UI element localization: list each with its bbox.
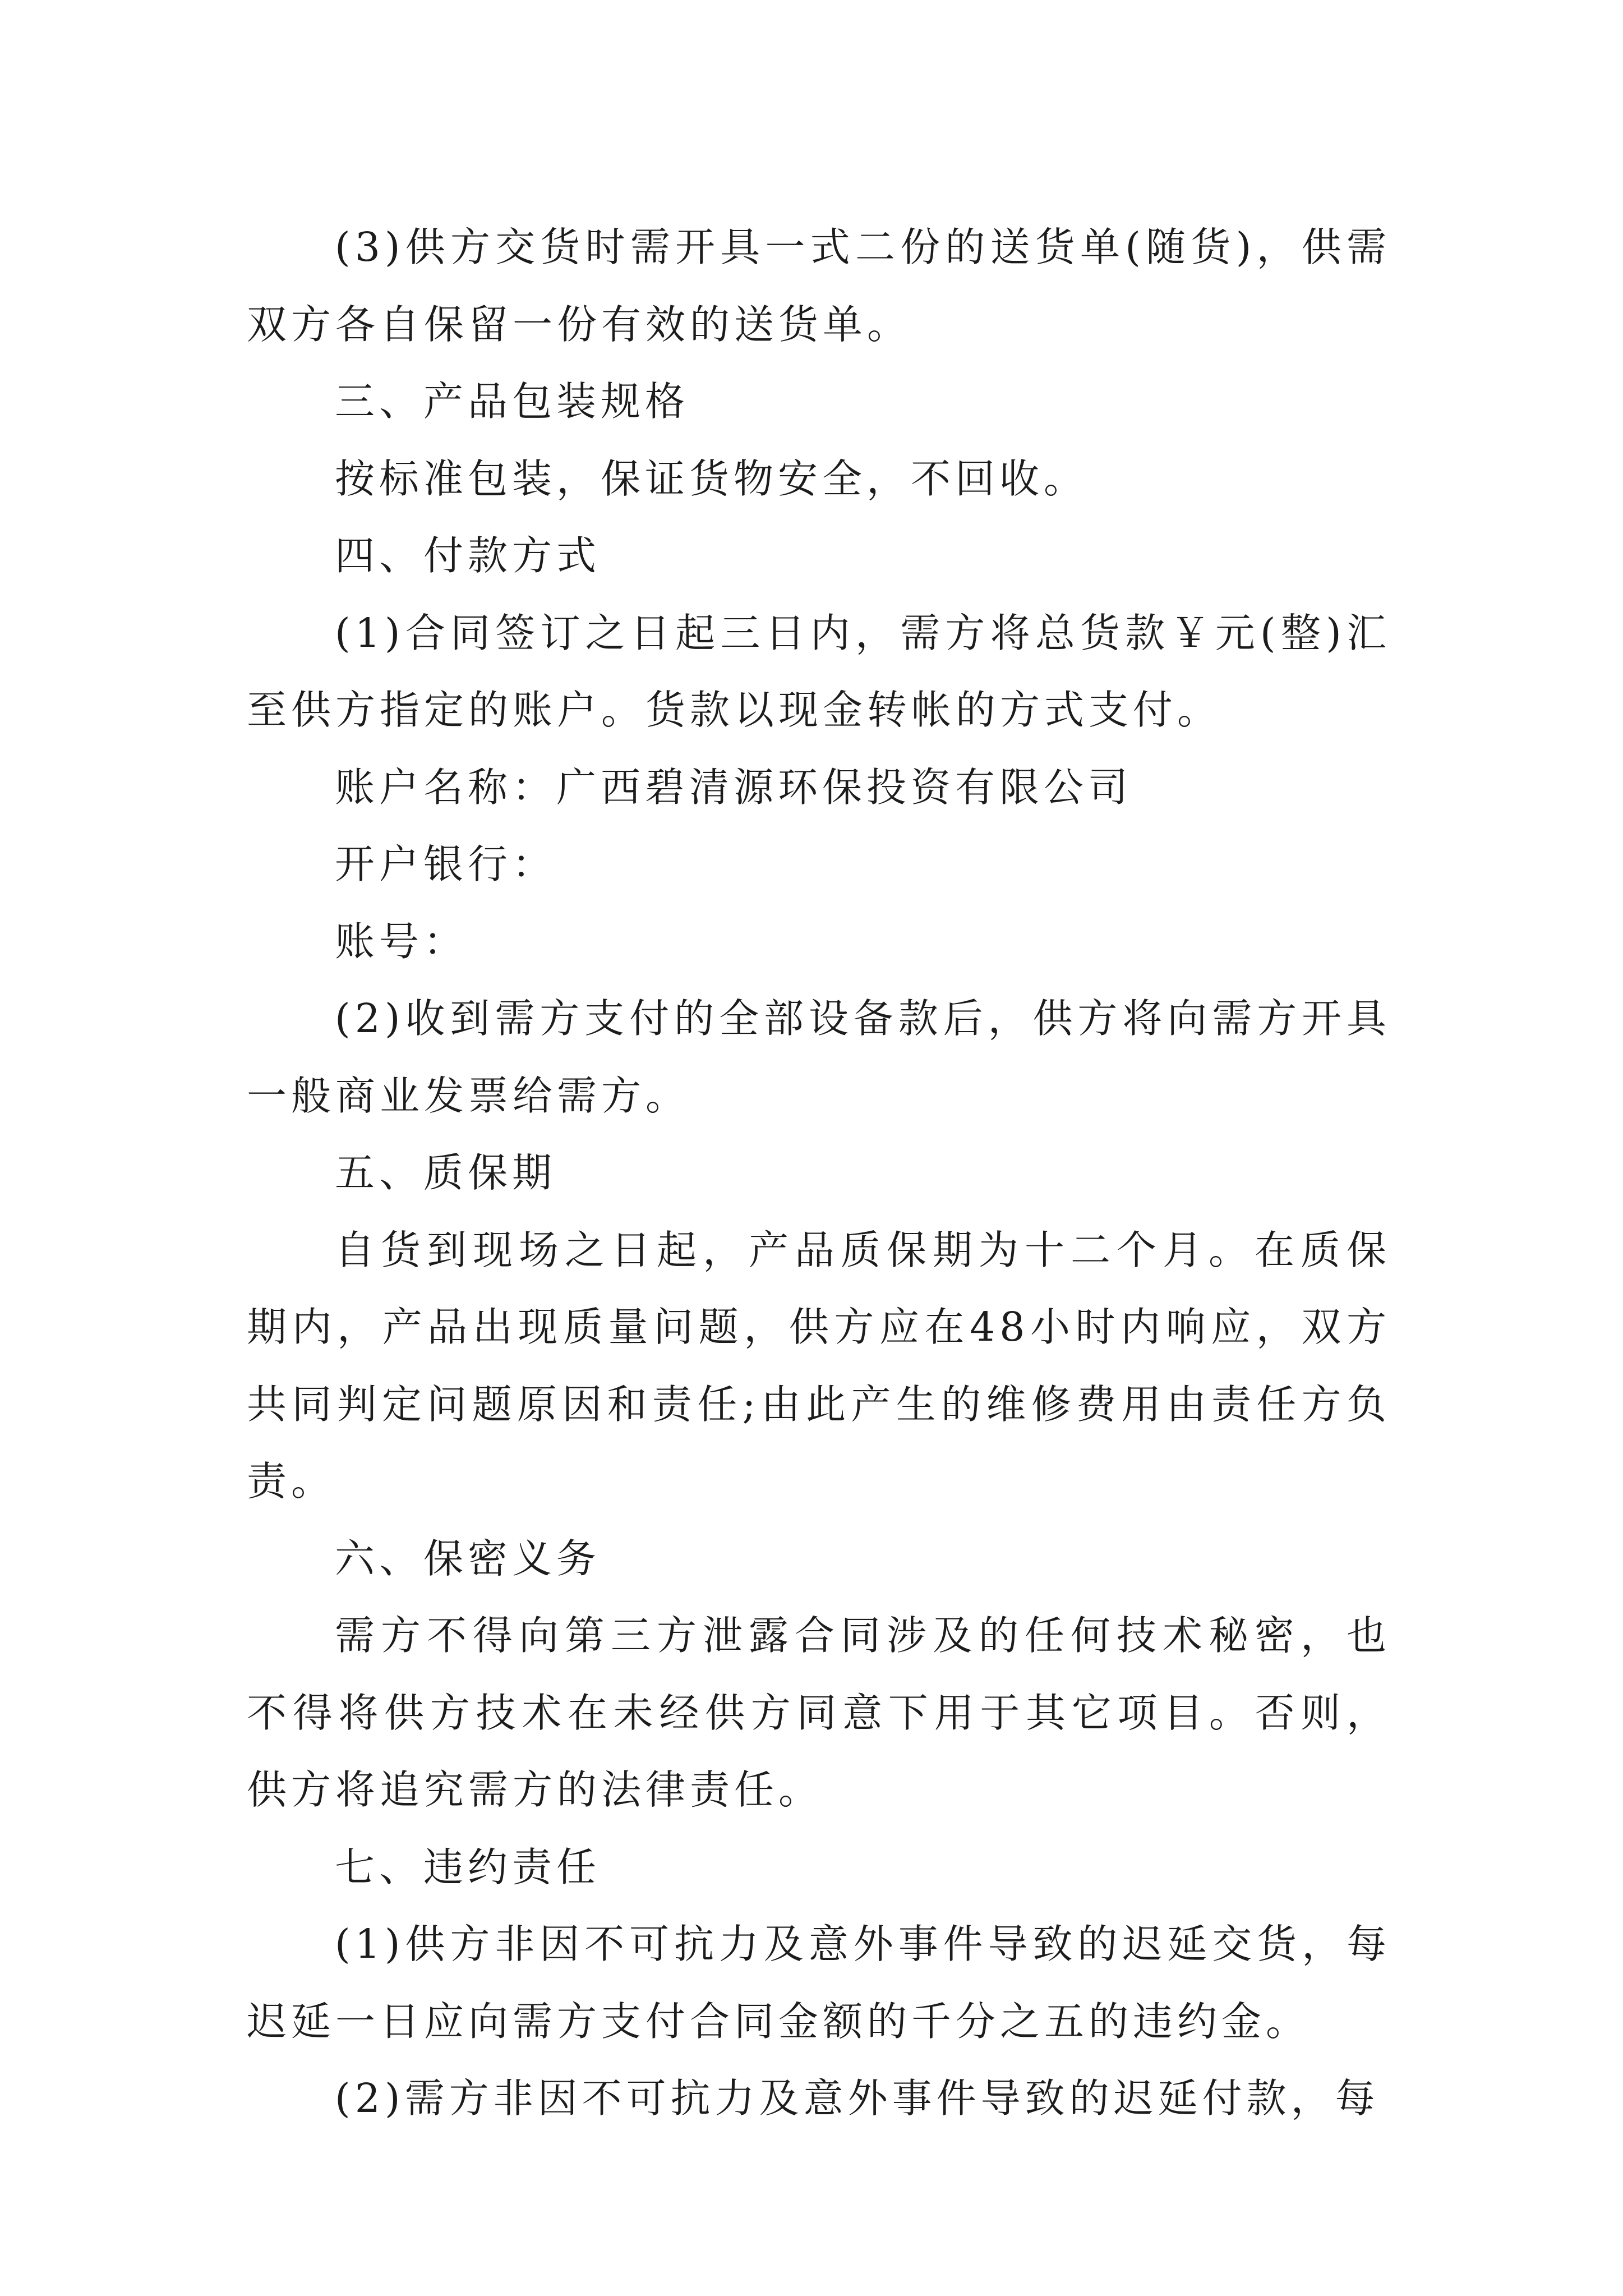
paragraph-bank: 开户银行：: [335, 841, 557, 887]
paragraph-delivery-note: (3)供方交货时需开具一式二份的送货单(随货)，供需双方各自保留一份有效的送货单。: [247, 224, 1391, 348]
heading-packaging: 三、产品包装规格: [335, 378, 690, 425]
paragraph-liability-1: (1)供方非因不可抗力及意外事件导致的迟延交货，每迟延一日应向需方支付合同金额的千分之五的违约金。: [247, 1921, 1391, 2045]
paragraph-account-name: 账户名称：广西碧清源环保投资有限公司: [335, 763, 1133, 811]
paragraph-confidentiality: 需方不得向第三方泄露合同涉及的任何技术秘密，也不得将供方技术在未经供方同意下用于其它项目。否则，供方将追究需方的法律责任。: [247, 1612, 1391, 1813]
paragraph-warranty: 自货到现场之日起，产品质保期为十二个月。在质保期内，产品出现质量问题，供方应在48小时内响应，双方共同判定问题原因和责任;由此产生的维修费用由责任方负责。: [247, 1226, 1391, 1504]
heading-warranty: 五、质保期: [335, 1149, 557, 1196]
paragraph-payment-2: (2)收到需方支付的全部设备款后，供方将向需方开具一般商业发票给需方。: [247, 995, 1391, 1119]
document-body: [247, 209, 1391, 2137]
paragraph-packaging: 按标准包装，保证货物安全，不回收。: [335, 455, 1089, 502]
heading-payment: 四、付款方式: [335, 532, 601, 579]
paragraph-liability-2: (2)需方非因不可抗力及意外事件导致的迟延付款，每: [335, 2075, 1380, 2122]
paragraph-account-number: 账号：: [335, 918, 468, 965]
paragraph-payment-1: (1)合同签订之日起三日内，需方将总货款￥元(整)汇至供方指定的账户。货款以现金转帐的方式支付。: [247, 609, 1391, 733]
heading-confidentiality: 六、保密义务: [335, 1535, 601, 1582]
heading-liability: 七、违约责任: [335, 1843, 601, 1890]
